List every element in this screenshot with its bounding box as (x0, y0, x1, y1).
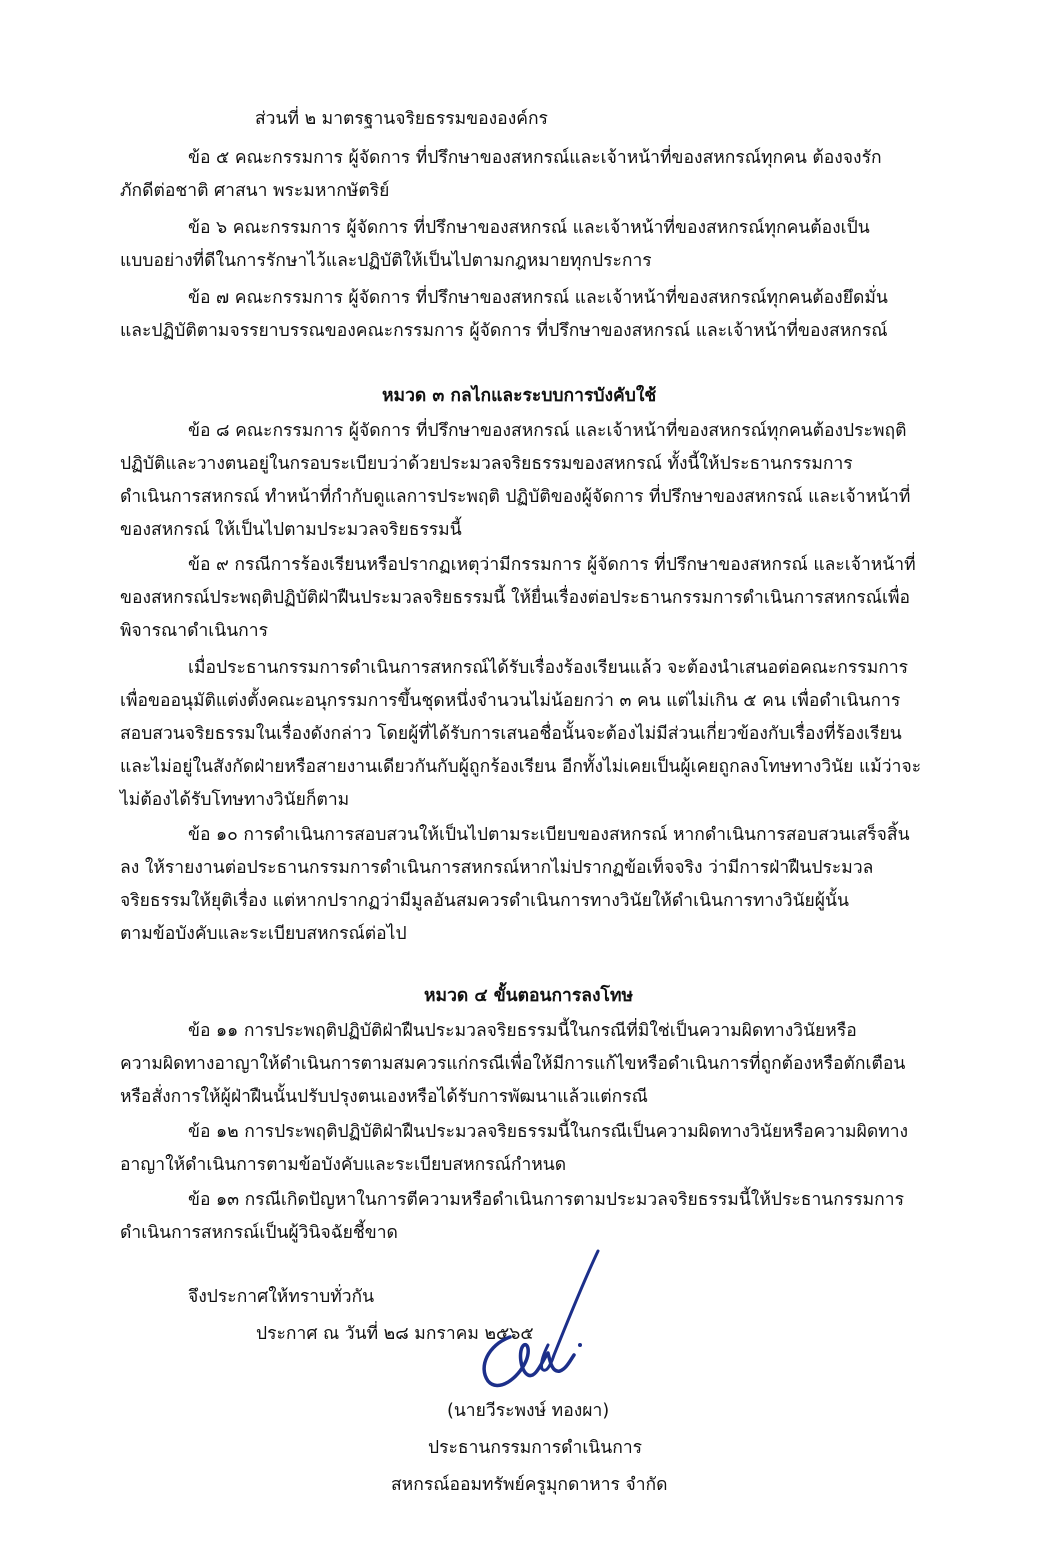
clause-11-line-1: ข้อ ๑๑ การประพฤติปฏิบัติฝ่าฝืนประมวลจริยธรรมนี้ในกรณีที่มิใช่เป็นความผิดทางวินัยหรือ (188, 1021, 857, 1041)
clause-8-line-4: ของสหกรณ์ ให้เป็นไปตามประมวลจริยธรรมนี้ (120, 520, 462, 540)
clause-6-line-2: แบบอย่างที่ดีในการรักษาไว้และปฏิบัติให้เป็นไปตามกฎหมายทุกประการ (120, 251, 652, 271)
closing-announcement: จึงประกาศให้ทราบทั่วกัน (188, 1287, 375, 1307)
clause-9-para2-line-5: ไม่ต้องได้รับโทษทางวินัยก็ตาม (120, 790, 350, 810)
clause-9-para2-line-4: และไม่อยู่ในสังกัดฝ่ายหรือสายงานเดียวกันกับผู้ถูกร้องเรียน อีกทั้งไม่เคยเป็นผู้เคยถูกลงโทษทางวินัย แม้ว่าจะ (120, 757, 922, 777)
clause-13-line-2: ดำเนินการสหกรณ์เป็นผู้วินิจฉัยชี้ขาด (120, 1223, 398, 1243)
clause-9-line-3: พิจารณาดำเนินการ (120, 621, 268, 641)
clause-8-line-3: ดำเนินการสหกรณ์ ทำหน้าที่กำกับดูแลการประพฤติ ปฏิบัติของผู้จัดการ ที่ปรึกษาของสหกรณ์ และเจ้าหน้าที่ (120, 487, 911, 507)
clause-12-line-1: ข้อ ๑๒ การประพฤติปฏิบัติฝ่าฝืนประมวลจริยธรรมนี้ในกรณีเป็นความผิดทางวินัยหรือความผิดทาง (188, 1122, 909, 1142)
clause-7-line-2: และปฏิบัติตามจรรยาบรรณของคณะกรรมการ ผู้จัดการ ที่ปรึกษาของสหกรณ์ และเจ้าหน้าที่ของสหกรณ์ (120, 321, 888, 341)
clause-9-para2-line-3: สอบสวนจริยธรรมในเรื่องดังกล่าว โดยผู้ที่ได้รับการเสนอชื่อนั้นจะต้องไม่มีส่วนเกี่ยวข้องกับเรื่องที่ร้องเรียน (120, 724, 902, 744)
clause-8-line-2: ปฏิบัติและวางตนอยู่ในกรอบระเบียบว่าด้วยประมวลจริยธรรมของสหกรณ์ ทั้งนี้ให้ประธานกรรมการ (120, 454, 853, 474)
announcement-date: ประกาศ ณ วันที่ ๒๘ มกราคม ๒๕๖๕ (256, 1324, 534, 1344)
clause-11-line-2: ความผิดทางอาญาให้ดำเนินการตามสมควรแก่กรณีเพื่อให้มีการแก้ไขหรือดำเนินการที่ถูกต้องหรือตักเตือน (120, 1054, 906, 1074)
signatory-position: ประธานกรรมการดำเนินการ (428, 1438, 643, 1458)
clause-9-para2-line-2: เพื่อขออนุมัติแต่งตั้งคณะอนุกรรมการขึ้นชุดหนึ่งจำนวนไม่น้อยกว่า ๓ คน แต่ไม่เกิน ๕ คน เพื่อดำเนินการ (120, 691, 901, 711)
signatory-name: (นายวีระพงษ์ ทองผา) (447, 1401, 610, 1421)
clause-12-line-2: อาญาให้ดำเนินการตามข้อบังคับและระเบียบสหกรณ์กำหนด (120, 1155, 567, 1175)
part2-heading: ส่วนที่ ๒ มาตรฐานจริยธรรมขององค์กร (255, 109, 548, 129)
clause-6-line-1: ข้อ ๖ คณะกรรมการ ผู้จัดการ ที่ปรึกษาของสหกรณ์ และเจ้าหน้าที่ของสหกรณ์ทุกคนต้องเป็น (188, 218, 870, 238)
clause-9-para2-line-1: เมื่อประธานกรรมการดำเนินการสหกรณ์ได้รับเรื่องร้องเรียนแล้ว จะต้องนำเสนอต่อคณะกรรมการ (188, 658, 909, 678)
clause-10-line-3: จริยธรรมให้ยุติเรื่อง แต่หากปรากฏว่ามีมูลอันสมควรดำเนินการทางวินัยให้ดำเนินการทางวินัยผู้นั้น (120, 891, 849, 911)
clause-9-line-1: ข้อ ๙ กรณีการร้องเรียนหรือปรากฏเหตุว่ามีกรรมการ ผู้จัดการ ที่ปรึกษาของสหกรณ์ และเจ้าหน้าที่ (188, 555, 916, 575)
clause-11-line-3: หรือสั่งการให้ผู้ฝ่าฝืนนั้นปรับปรุงตนเองหรือได้รับการพัฒนาแล้วแต่กรณี (120, 1087, 648, 1107)
clause-9-line-2: ของสหกรณ์ประพฤติปฏิบัติฝ่าฝืนประมวลจริยธรรมนี้ ให้ยื่นเรื่องต่อประธานกรรมการดำเนินการสหกรณ์เพื่อ (120, 588, 911, 608)
clause-10-line-4: ตามข้อบังคับและระเบียบสหกรณ์ต่อไป (120, 924, 407, 944)
signature (470, 1245, 600, 1405)
signatory-organization: สหกรณ์ออมทรัพย์ครูมุกดาหาร จำกัด (391, 1475, 668, 1495)
clause-10-line-1: ข้อ ๑๐ การดำเนินการสอบสวนให้เป็นไปตามระเบียบของสหกรณ์ หากดำเนินการสอบสวนเสร็จสิ้น (188, 825, 910, 845)
clause-10-line-2: ลง ให้รายงานต่อประธานกรรมการดำเนินการสหกรณ์หากไม่ปรากฏข้อเท็จจริง ว่ามีการฝ่าฝืนประมวล (120, 858, 874, 878)
clause-13-line-1: ข้อ ๑๓ กรณีเกิดปัญหาในการตีความหรือดำเนินการตามประมวลจริยธรรมนี้ให้ประธานกรรมการ (188, 1190, 904, 1210)
chapter3-heading: หมวด ๓ กลไกและระบบการบังคับใช้ (382, 386, 657, 406)
clause-7-line-1: ข้อ ๗ คณะกรรมการ ผู้จัดการ ที่ปรึกษาของสหกรณ์ และเจ้าหน้าที่ของสหกรณ์ทุกคนต้องยึดมั่น (188, 288, 888, 308)
clause-5-line-2: ภักดีต่อชาติ ศาสนา พระมหากษัตริย์ (120, 181, 390, 201)
chapter4-heading: หมวด ๔ ขั้นตอนการลงโทษ (424, 986, 634, 1006)
clause-5-line-1: ข้อ ๕ คณะกรรมการ ผู้จัดการ ที่ปรึกษาของสหกรณ์และเจ้าหน้าที่ของสหกรณ์ทุกคน ต้องจงรัก (188, 148, 882, 168)
clause-8-line-1: ข้อ ๘ คณะกรรมการ ผู้จัดการ ที่ปรึกษาของสหกรณ์ และเจ้าหน้าที่ของสหกรณ์ทุกคนต้องประพฤติ (188, 421, 907, 441)
